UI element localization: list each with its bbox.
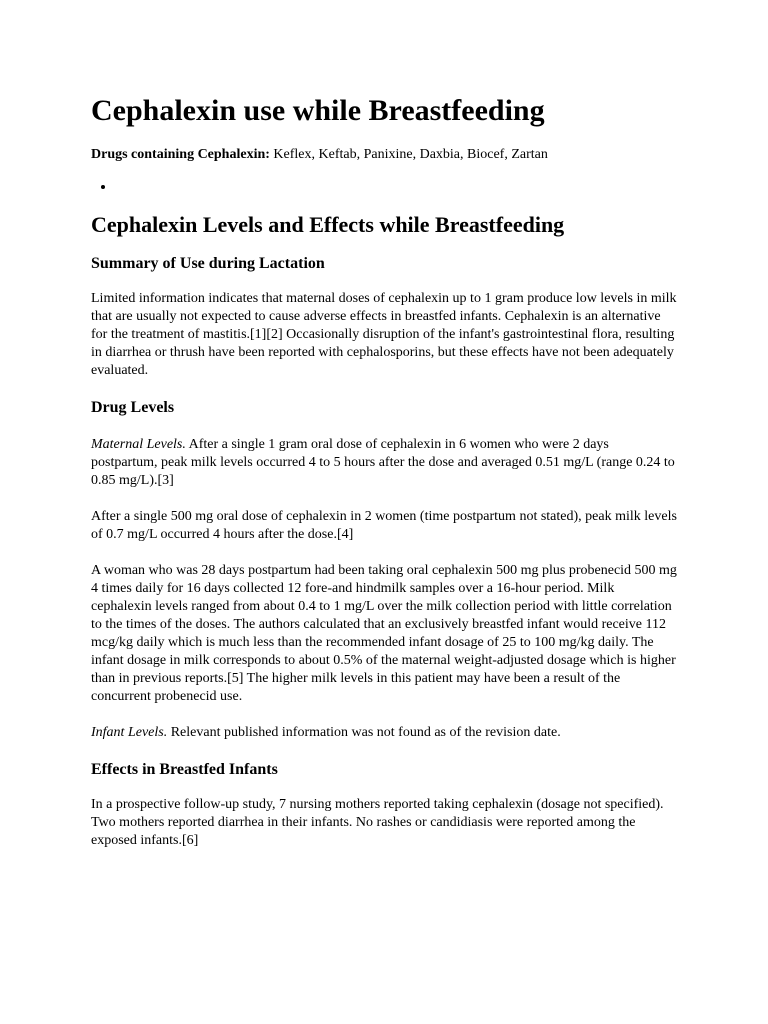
maternal-levels-paragraph	[91, 436, 678, 490]
effects-heading: Effects in Breastfed Infants	[91, 761, 278, 778]
infant-levels-label: Infant Levels.	[91, 725, 168, 740]
bullet-item	[115, 178, 678, 196]
infant-levels-paragraph	[91, 724, 678, 742]
drugs-list: Keflex, Keftab, Panixine, Daxbia, Biocef, Zartan	[273, 147, 548, 162]
drugs-label: Drugs containing Cephalexin:	[91, 147, 270, 162]
drug-levels-heading: Drug Levels	[91, 399, 175, 416]
drugs-containing-line	[91, 146, 678, 164]
effects-paragraph: In a prospective follow-up study, 7 nursing mothers reported taking cephalexin (dosage not specified). Two mothers reported diarrhea in their infants. No rashes or candidiasis were reported among the exposed infants.[6]	[91, 797, 664, 848]
maternal-levels-label: Maternal Levels.	[91, 437, 186, 452]
summary-heading: Summary of Use during Lactation	[91, 255, 325, 272]
bullet-list	[91, 178, 678, 196]
page-title: Cephalexin use while Breastfeeding	[91, 94, 545, 127]
case-report-paragraph: A woman who was 28 days postpartum had been taking oral cephalexin 500 mg plus probenecid 500 mg 4 times daily for 16 days collected 12 fore-and hindmilk samples over a 16-hour period. Milk cephalexin levels ranged from about 0.4 to 1 mg/L over the milk collection period with little correlation to the times of the doses. The authors calculated that an exclusively breastfed infant would receive 112 mcg/kg daily which is much less than the recommended infant dosage of 25 to 100 mg/kg daily. The infant dosage in milk corresponds to about 0.5% of the maternal weight-adjusted dosage which is higher than in previous reports.[5] The higher milk levels in this patient may have been a result of the concurrent probenecid use.	[91, 563, 677, 704]
section-heading: Cephalexin Levels and Effects while Breastfeeding	[91, 212, 565, 237]
summary-paragraph: Limited information indicates that maternal doses of cephalexin up to 1 gram produce low levels in milk that are usually not expected to cause adverse effects in breastfed infants. Cephalexin is an alternative for the treatment of mastitis.[1][2] Occasionally disruption of the infant's gastrointestinal flora, resulting in diarrhea or thrush have been reported with cephalosporins, but these effects have not been adequately evaluated.	[91, 291, 677, 378]
single-500mg-paragraph: After a single 500 mg oral dose of cephalexin in 2 women (time postpartum not stated), peak milk levels of 0.7 mg/L occurred 4 hours after the dose.[4]	[91, 509, 677, 542]
infant-levels-text: Relevant published information was not found as of the revision date.	[167, 725, 561, 740]
maternal-levels-text: After a single 1 gram oral dose of cephalexin in 6 women who were 2 days postpartum, peak milk levels occurred 4 to 5 hours after the dose and averaged 0.51 mg/L (range 0.24 to 0.85 mg/L).[3]	[91, 437, 675, 488]
